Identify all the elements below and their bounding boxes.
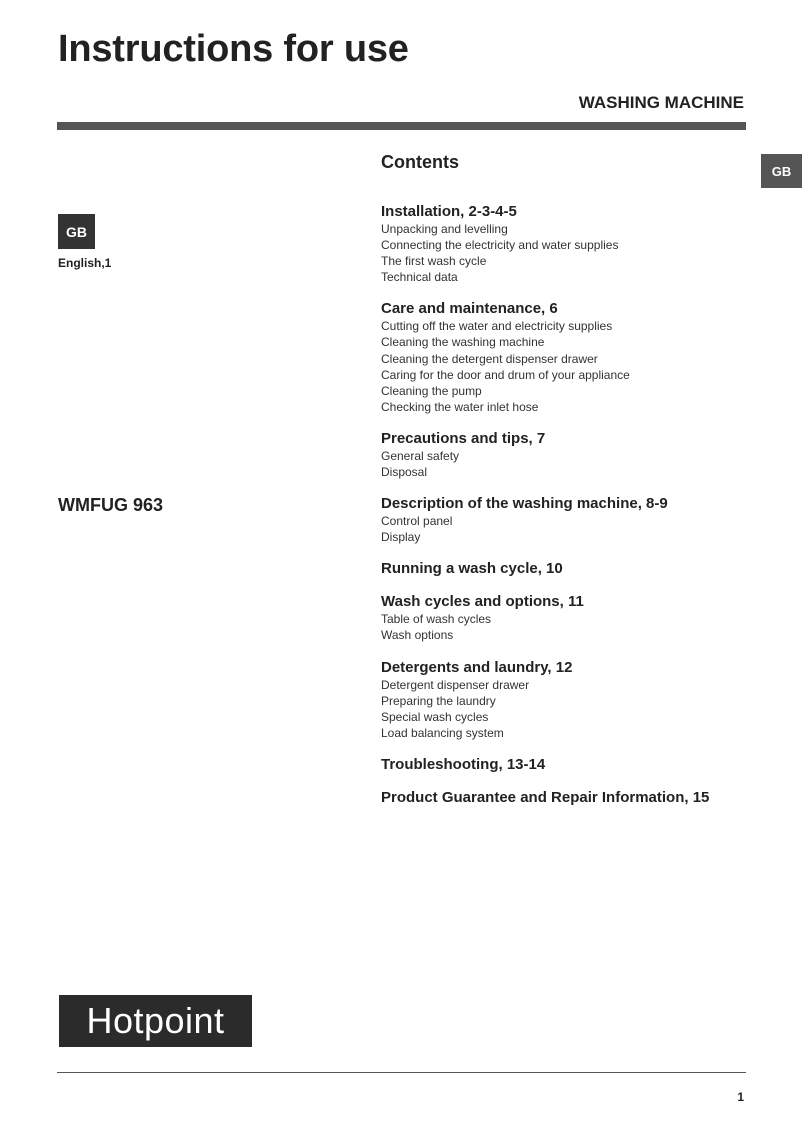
toc-section [381, 756, 781, 774]
model-number: WMFUG 963 [58, 495, 164, 515]
toc-subitem: Disposal [381, 465, 428, 480]
toc-subitem: Cleaning the detergent dispenser drawer [381, 351, 598, 366]
toc-section [381, 203, 781, 285]
toc-subitem: Caring for the door and drum of your appliance [381, 367, 630, 382]
hotpoint-logo: Hotpoint [59, 995, 252, 1047]
toc-heading: Wash cycles and options, 11 [381, 593, 584, 611]
toc-subitem: Load balancing system [381, 725, 504, 740]
toc-subitem: Cleaning the washing machine [381, 335, 545, 350]
toc-subitem: Cleaning the pump [381, 383, 482, 398]
toc-subitem: Display [381, 530, 421, 545]
toc-subitem: Cutting off the water and electricity supplies [381, 319, 613, 334]
table-of-contents [381, 203, 781, 822]
toc-subitem: Control panel [381, 514, 453, 529]
toc-heading: Care and maintenance, 6 [381, 300, 558, 318]
product-type: WASHING MACHINE [578, 93, 744, 112]
header-divider [57, 122, 746, 130]
toc-section [381, 659, 781, 741]
toc-section [381, 495, 781, 545]
contents-title: Contents [381, 152, 459, 172]
toc-heading: Precautions and tips, 7 [381, 429, 546, 447]
page-number: 1 [737, 1090, 744, 1104]
toc-subitem: Connecting the electricity and water supplies [381, 238, 619, 253]
toc-subitem: Special wash cycles [381, 709, 489, 724]
language-side-tab: GB [761, 154, 802, 188]
toc-subitem: The first wash cycle [381, 254, 487, 269]
toc-heading: Troubleshooting, 13-14 [381, 755, 546, 773]
toc-heading: Product Guarantee and Repair Information, 15 [381, 788, 710, 806]
toc-subitem: Unpacking and levelling [381, 222, 508, 236]
toc-subitem: General safety [381, 448, 460, 463]
toc-subitem: Wash options [381, 628, 454, 643]
toc-section [381, 593, 781, 643]
footer-divider [57, 1072, 746, 1073]
toc-subitem: Technical data [381, 270, 458, 285]
toc-subitem: Checking the water inlet hose [381, 399, 539, 414]
toc-heading: Description of the washing machine, 8-9 [381, 495, 668, 513]
toc-subitem: Table of wash cycles [381, 612, 492, 627]
toc-heading: Running a wash cycle, 10 [381, 560, 563, 578]
toc-section [381, 300, 781, 415]
toc-heading: Detergents and laundry, 12 [381, 658, 573, 676]
language-entry: English,1 [58, 256, 112, 270]
page-title: Instructions for use [58, 28, 409, 70]
toc-section [381, 560, 781, 578]
toc-section [381, 430, 781, 480]
language-badge: GB [58, 214, 95, 249]
toc-subitem: Detergent dispenser drawer [381, 677, 530, 692]
toc-subitem: Preparing the laundry [381, 693, 496, 708]
toc-heading: Installation, 2-3-4-5 [381, 203, 517, 220]
toc-section [381, 789, 781, 807]
